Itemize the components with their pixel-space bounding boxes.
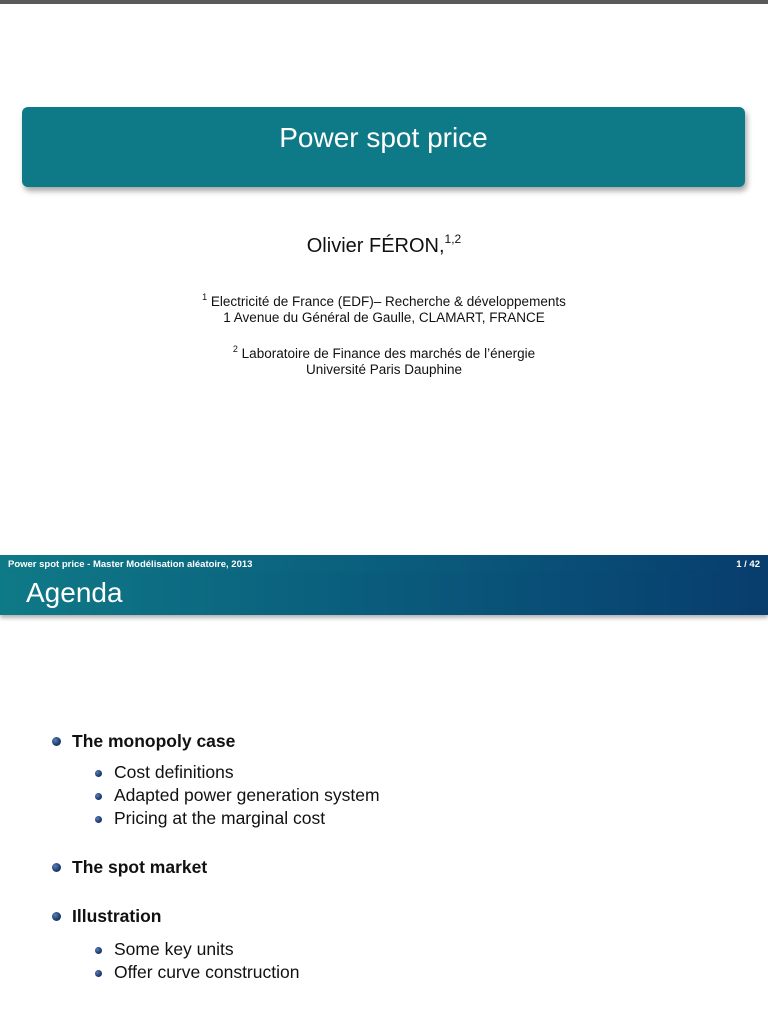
- bullet-ball-icon: [95, 970, 102, 977]
- bullet-ball-icon: [95, 793, 102, 800]
- bullet-ball-icon: [52, 737, 61, 746]
- agenda-item-label: Illustration: [72, 906, 162, 926]
- title-slide: [0, 4, 768, 555]
- affiliation-mark: 2: [232, 344, 238, 354]
- author-name: Olivier FÉRON,: [306, 235, 445, 257]
- author-affiliation-marks: 1,2: [444, 232, 462, 246]
- affiliation-line: 1 Avenue du Général de Gaulle, CLAMART, FRANCE: [223, 310, 545, 325]
- bullet-ball-icon: [52, 912, 61, 921]
- agenda-subitem-label: Adapted power generation system: [114, 785, 380, 805]
- agenda-subitem-label: Pricing at the marginal cost: [114, 808, 326, 828]
- agenda-subitem-label: Cost definitions: [114, 762, 234, 782]
- slide-title: Power spot price: [279, 122, 488, 153]
- agenda-subitem-label: Offer curve construction: [114, 962, 300, 982]
- affiliation-line: Electricité de France (EDF)– Recherche & développements: [210, 294, 566, 309]
- bullet-ball-icon: [95, 816, 102, 823]
- affiliation-1: [0, 289, 768, 326]
- affiliation-line: Université Paris Dauphine: [305, 362, 463, 377]
- page-number: 1 / 42: [736, 559, 760, 570]
- agenda-item-label: The spot market: [72, 857, 208, 877]
- slide-footer: [0, 555, 768, 573]
- bullet-ball-icon: [95, 770, 102, 777]
- affiliation-2: [0, 341, 768, 378]
- bullet-ball-icon: [52, 863, 61, 872]
- author: [0, 232, 768, 258]
- footer-title: Power spot price - Master Modélisation aléatoire, 2013: [8, 559, 253, 570]
- agenda-title: Agenda: [26, 577, 123, 608]
- agenda-subitem-label: Some key units: [114, 939, 234, 959]
- agenda-header: [0, 573, 768, 615]
- agenda-item-label: The monopoly case: [72, 731, 236, 751]
- affiliation-line: Laboratoire de Finance des marchés de l’énergie: [241, 346, 536, 361]
- title-box: [22, 107, 745, 187]
- bullet-ball-icon: [95, 947, 102, 954]
- affiliation-mark: 1: [202, 292, 208, 302]
